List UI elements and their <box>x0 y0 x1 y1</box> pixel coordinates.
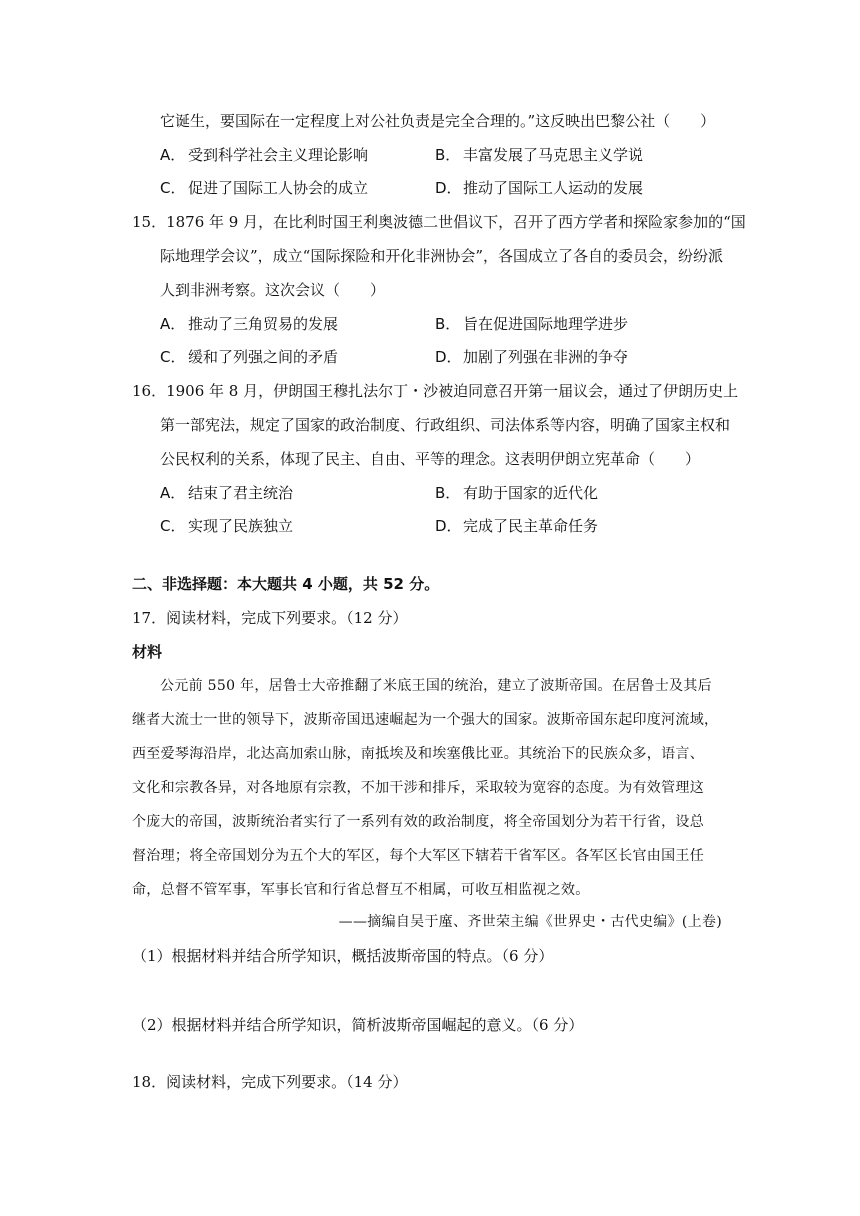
option-letter: D． <box>435 517 462 535</box>
material-label: 材料 <box>132 643 163 661</box>
q17-sub-question-2: （2）根据材料并结合所学知识，简析波斯帝国崛起的意义。（6 分） <box>132 1016 584 1034</box>
q15-option-b[interactable] <box>435 314 628 334</box>
material-line-2: 继者大流士一世的领导下，波斯帝国迅速崛起为一个强大的国家。波斯帝国东起印度河流域， <box>132 712 719 728</box>
q14-option-c[interactable] <box>160 178 368 198</box>
material-line-7: 命，总督不管军事，军事长官和行省总督互不相属，可收互相监视之效。 <box>132 882 590 898</box>
option-letter: B． <box>435 146 461 164</box>
q16-stem-line-1: 16．1906 年 8 月，伊朗国王穆扎法尔丁・沙被迫同意召开第一届议会，通过了伊朗历史上 <box>132 382 739 400</box>
option-text: 丰富发展了马克思主义学说 <box>463 146 644 164</box>
q16-stem-line-3: 公民权利的关系，体现了民主、自由、平等的理念。这表明伊朗立宪革命（ ） <box>160 450 701 468</box>
material-line-6: 督治理；将全帝国划分为五个大的军区，每个大军区下辖若干省军区。各军区长官由国王任 <box>132 848 704 864</box>
option-letter: C． <box>160 348 186 366</box>
material-line-4: 文化和宗教各异，对各地原有宗教，不加干涉和排斥，采取较为宽容的态度。为有效管理这 <box>132 780 704 796</box>
q16-option-d[interactable] <box>435 516 598 536</box>
option-letter: D． <box>435 179 462 197</box>
option-text: 推动了三角贸易的发展 <box>188 315 339 333</box>
q14-option-d[interactable] <box>435 178 643 198</box>
option-text: 旨在促进国际地理学进步 <box>463 315 629 333</box>
q15-stem-line-2: 际地理学会议”，成立“国际探险和开化非洲协会”，各国成立了各自的委员会，纷纷派 <box>160 247 724 265</box>
q15-stem-line-1: 15．1876 年 9 月，在比利时国王利奥波德二世倡议下，召开了西方学者和探险家参加的“国 <box>132 213 746 231</box>
q16-option-a[interactable] <box>160 483 293 503</box>
option-text: 推动了国际工人运动的发展 <box>463 179 644 197</box>
option-text: 实现了民族独立 <box>188 517 294 535</box>
material-line-5: 个庞大的帝国，波斯统治者实行了一系列有效的政治制度，将全帝国划分为若干行省，设总 <box>132 814 704 830</box>
option-letter: B． <box>435 484 461 502</box>
option-text: 结束了君主统治 <box>188 484 294 502</box>
option-text: 缓和了列强之间的矛盾 <box>188 348 339 366</box>
q15-option-d[interactable] <box>435 347 628 367</box>
material-source: ——摘编自吴于廑、齐世荣主编《世界史・古代史编》(上卷) <box>338 914 722 930</box>
q15-option-c[interactable] <box>160 347 338 367</box>
option-letter: D． <box>435 348 462 366</box>
option-letter: B． <box>435 315 461 333</box>
option-letter: C． <box>160 517 186 535</box>
material-line-1: 公元前 550 年，居鲁士大帝推翻了米底王国的统治，建立了波斯帝国。在居鲁士及其后 <box>160 678 712 694</box>
q16-option-c[interactable] <box>160 516 293 536</box>
q15-option-a[interactable] <box>160 314 338 334</box>
option-text: 促进了国际工人协会的成立 <box>188 179 369 197</box>
option-letter: A． <box>160 146 186 164</box>
option-letter: A． <box>160 484 186 502</box>
option-text: 有助于国家的近代化 <box>463 484 599 502</box>
option-text: 加剧了列强在非洲的争夺 <box>463 348 629 366</box>
q16-stem-line-2: 第一部宪法，规定了国家的政治制度、行政组织、司法体系等内容，明确了国家主权和 <box>160 416 731 434</box>
material-line-3: 西至爱琴海沿岸，北达高加索山脉，南抵埃及和埃塞俄比亚。其统治下的民族众多，语言、 <box>132 746 704 762</box>
option-text: 完成了民主革命任务 <box>463 517 599 535</box>
option-text: 受到科学社会主义理论影响 <box>188 146 369 164</box>
q15-stem-line-3: 人到非洲考察。这次会议（ ） <box>160 281 386 299</box>
q18-stem: 18．阅读材料，完成下列要求。（14 分） <box>132 1073 408 1091</box>
q17-sub-question-1: （1）根据材料并结合所学知识，概括波斯帝国的特点。（6 分） <box>132 947 554 965</box>
option-letter: A． <box>160 315 186 333</box>
q17-stem: 17．阅读材料，完成下列要求。（12 分） <box>132 609 408 627</box>
option-letter: C． <box>160 179 186 197</box>
q14-option-b[interactable] <box>435 145 643 165</box>
section-heading: 二、非选择题：本大题共 4 小题，共 52 分。 <box>132 575 440 593</box>
q14-option-a[interactable] <box>160 145 368 165</box>
q16-option-b[interactable] <box>435 483 598 503</box>
q14-stem-tail: 它诞生，要国际在一定程度上对公社负责是完全合理的。”这反映出巴黎公社（ ） <box>160 112 716 130</box>
